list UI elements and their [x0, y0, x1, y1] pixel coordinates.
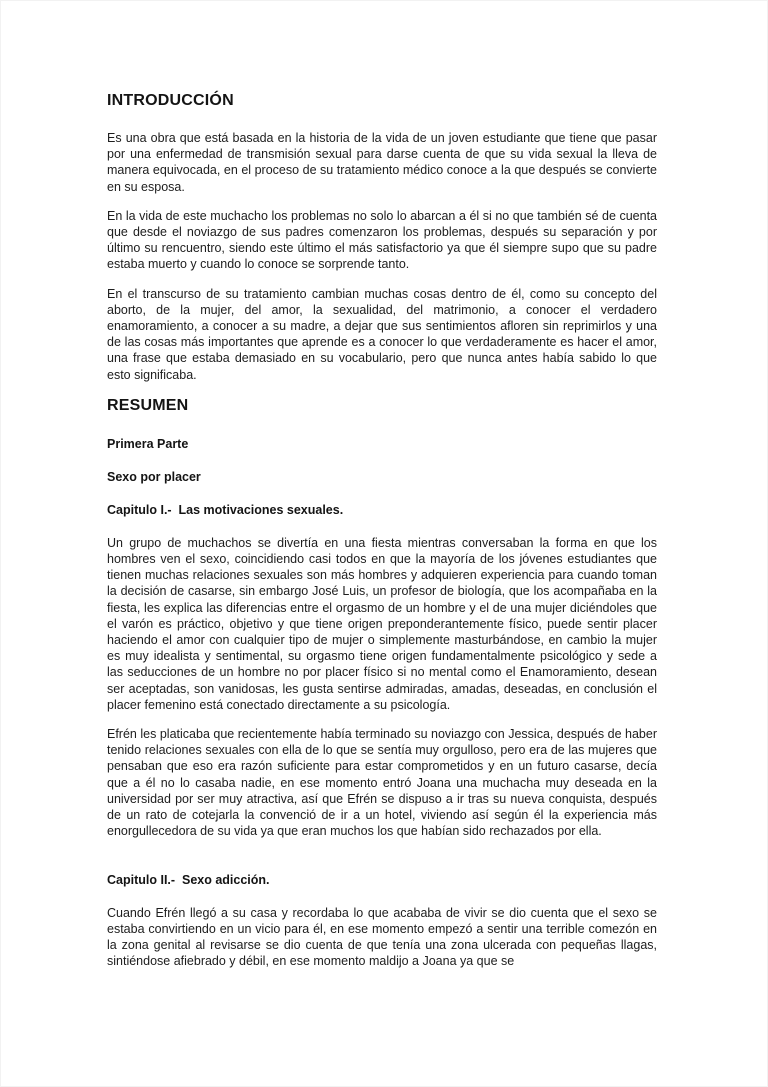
chapter-1-paragraph-2: Efrén les platicaba que recientemente había terminado su noviazgo con Jessica, después de haber tenido relaciones sexuales con ella de lo que se sentía muy orgulloso, pero era de las mujeres que pensaban que eso era razón suficiente para estar comprometidos y en un futuro casarse, decía que a él no lo casaba nadie, en ese momento entró Joana una muchacha muy deseada en la universidad por ser muy atractiva, así que Efrén se dispuso a ir tras su nueva conquista, después de un rato de cotejarla la convenció de ir a un hotel, viviendo así según él la experiencia más enorgullecedora de su vida ya que eran muchos los que habían sido rechazados por ella. [107, 727, 657, 839]
chapter-2-heading: Capitulo II.- Sexo adicción. [107, 872, 270, 887]
intro-heading: INTRODUCCIÓN [107, 92, 234, 109]
intro-paragraph-1: Es una obra que está basada en la historia de la vida de un joven estudiante que tiene que pasar por una enfermedad de transmisión sexual para darse cuenta de que su vida sexual la lleva de manera equivocada, en el proceso de su tratamiento médico conoce a la que después se convierte en su esposa. [107, 131, 657, 194]
chapter-1-paragraph-1: Un grupo de muchachos se divertía en una fiesta mientras conversaban la forma en que los hombres ven el sexo, coincidiendo casi todos en que la mayoría de los jóvenes estudiantes que tienen muchas relaciones sexuales son más hombres y adquieren experiencia para cuando toman la decisión de casarse, sin embargo José Luis, un profesor de biología, que los acompañaba en la fiesta, les explica las diferencias entre el orgasmo de un hombre y el de una mujer diciéndoles que el varón es práctico, objetivo y que tiene origen preponderantemente físico, puede sentir placer haciendo el amor con cualquier tipo de mujer o simplemente masturbándose, en cambio la mujer es muy idealista y sentimental, su orgasmo tiene origen fundamentalmente psicológico y sede a las seducciones de un hombre no por placer físico si no mental como el Enamoramiento, desean ser aceptadas, son vanidosas, les gusta sentirse admiradas, amadas, deseadas, en conclusión el placer femenino está conectado directamente a su psicología. [107, 535, 657, 712]
part-label: Primera Parte [107, 436, 189, 451]
intro-paragraph-2: En la vida de este muchacho los problemas no solo lo abarcan a él si no que también sé de cuenta que desde el noviazgo de sus padres comenzaron los problemas, después su separación y por último su rencuentro, siendo este último el más satisfactorio ya que él siempre supo que su padre estaba muerto y cuando lo conoce se sorprende tanto. [107, 208, 657, 272]
chapter-1-heading: Capitulo I.- Las motivaciones sexuales. [107, 502, 344, 517]
intro-paragraph-3: En el transcurso de su tratamiento cambian muchas cosas dentro de él, como su concepto del aborto, de la mujer, del amor, la sexualidad, del matrimonio, a conocer el verdadero enamoramiento, a conocer a su madre, a dejar que sus sentimientos afloren sin reprimirlos y una de las cosas más importantes que aprende es a conocer lo que verdaderamente es hacer el amor, una frase que estaba demasiado en su vocabulario, pero que nunca antes había sabido lo que esto significaba. [107, 286, 657, 382]
chapter-2-paragraph-1: Cuando Efrén llegó a su casa y recordaba lo que acababa de vivir se dio cuenta que el sexo se estaba convirtiendo en un vicio para él, en ese momento empezó a sentir una terrible comezón en la zona genital al revisarse se dio cuenta de que tenía una zona ulcerada con pequeñas llagas, sintiéndose afiebrado y débil, en ese momento maldijo a Joana ya que se [107, 905, 657, 969]
theme-label: Sexo por placer [107, 469, 201, 484]
resumen-heading: RESUMEN [107, 396, 189, 414]
